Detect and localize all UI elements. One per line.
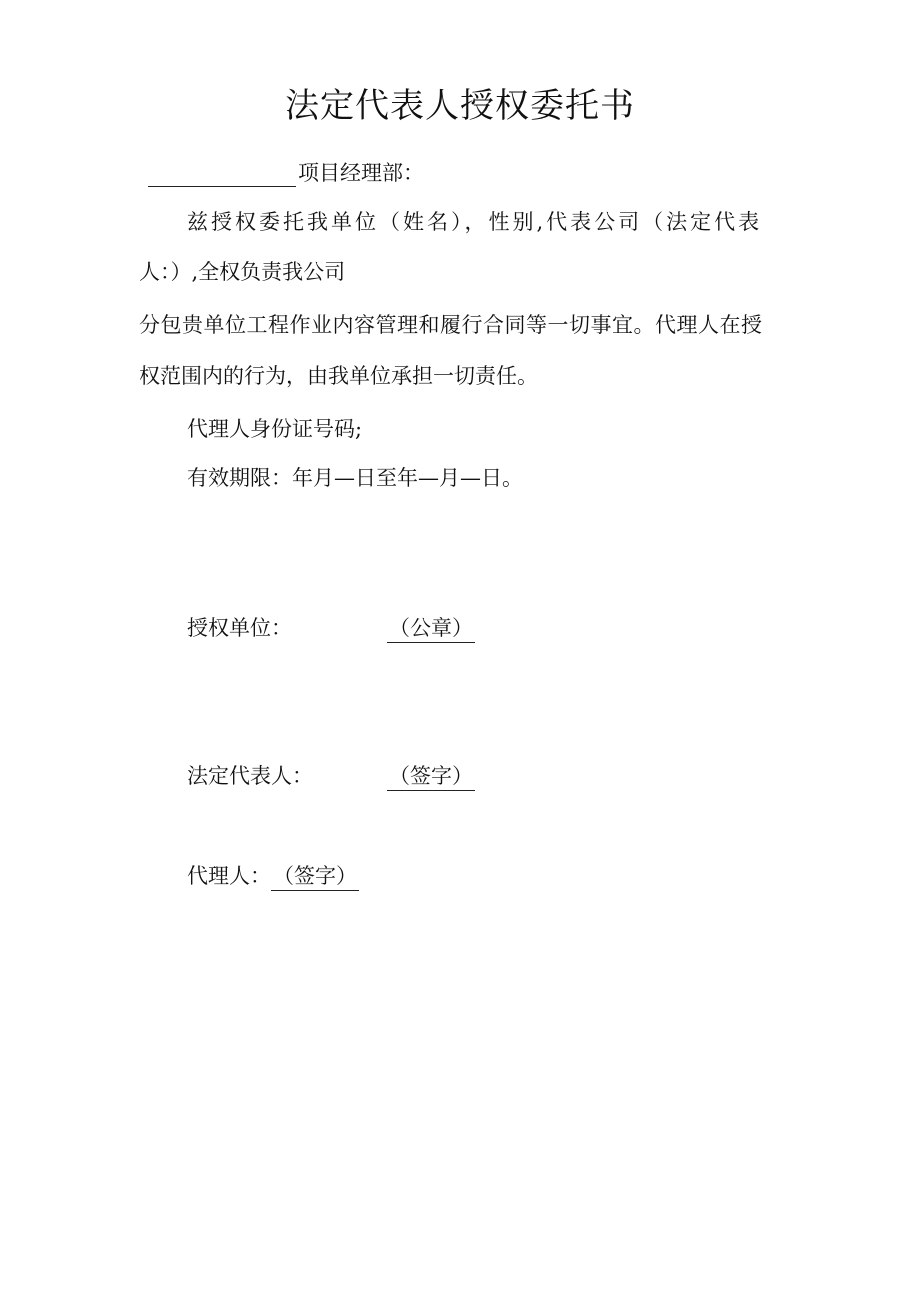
addressee-suffix: 项目经理部： (298, 161, 424, 185)
legal-representative-signature-field (387, 760, 479, 791)
company-seal-field (387, 612, 479, 643)
id-number-line: 代理人身份证号码; (187, 417, 363, 441)
scope-paragraph-line-2: 权范围内的行为，由我单位承担一切责任。 (139, 364, 538, 388)
agent-signature-line (187, 860, 359, 891)
agent-signature-mark: （签字） (271, 860, 359, 891)
authorization-paragraph-line-1: 兹授权委托我单位（姓名），性别,代表公司（法定代表 (187, 210, 763, 234)
scope-paragraph-line-1: 分包贵单位工程作业内容管理和履行合同等一切事宜。代理人在授 (139, 313, 763, 337)
addressee-line (148, 157, 424, 187)
legal-representative-label: 法定代表人： (187, 764, 313, 788)
document-title: 法定代表人授权委托书 (285, 86, 635, 126)
authorizing-unit-label: 授权单位： (187, 616, 292, 640)
addressee-blank (148, 162, 296, 187)
validity-line: 有效期限：年月—日至年—月—日。 (187, 466, 523, 490)
company-seal-mark: （公章） (387, 612, 475, 643)
legal-representative-signature-mark: （签字） (387, 760, 475, 791)
agent-label: 代理人： (187, 864, 271, 888)
authorization-paragraph-line-2: 人：）,全权负责我公司 (139, 260, 346, 284)
